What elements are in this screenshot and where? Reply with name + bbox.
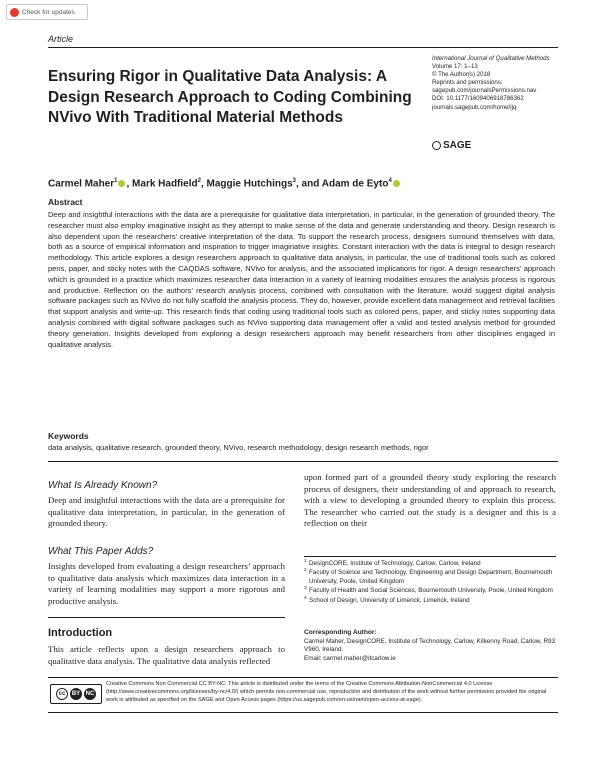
- orcid-icon[interactable]: [393, 180, 400, 187]
- introduction-text: This article reflects upon a design researchers approach to qualitative data analysis. The qualitative data analysis reflected: [48, 644, 285, 666]
- check-for-updates-badge[interactable]: [6, 4, 88, 20]
- journal-reprints: Reprints and permissions:: [432, 79, 503, 87]
- cc-icon: cc: [56, 688, 68, 700]
- article-type-label: Article: [48, 34, 74, 44]
- corresponding-author-address: Carmel Maher, DesignCORE, Institute of Technology, Carlow, Kilkenny Road, Carlow, R93 V960, Ireland.: [304, 638, 556, 654]
- box-divider: [48, 617, 285, 618]
- journal-doi[interactable]: DOI: 10.1177/1609406918786362: [432, 95, 524, 103]
- affiliation-number: 2: [304, 568, 307, 574]
- paper-adds-heading: What This Paper Adds?: [48, 546, 154, 557]
- author-name: Mark Hadfield: [132, 178, 198, 190]
- sage-logo-text: SAGE: [443, 140, 472, 151]
- affiliation-text: Faculty of Science and Technology, Engineering and Design Department, Bournemouth University, Poole, United Kingdom: [309, 569, 553, 585]
- affiliation-text: Faculty of Health and Social Sciences, Bournemouth University, Poole, United Kingdom: [309, 587, 553, 595]
- affiliation-number: 1: [304, 559, 307, 564]
- already-known-text: Deep and insightful interactions with the data are a prerequisite for qualitative data interpretation, in particular, in the generation of grounded theory.: [48, 495, 285, 529]
- abstract-heading: Abstract: [48, 197, 83, 207]
- affiliation-text: DesignCORE, Institute of Technology, Carlow, Carlow, Ireland: [309, 560, 481, 567]
- affiliation-item: [304, 597, 556, 605]
- paper-title: Ensuring Rigor in Qualitative Data Analysis: A Design Research Approach to Coding Combining NVivo With Traditional Material Methods: [48, 68, 412, 126]
- journal-permissions-link[interactable]: sagepub.com/journalsPermissions.nav: [432, 87, 537, 95]
- section-divider: [48, 461, 558, 462]
- affiliations-divider: [304, 556, 556, 557]
- author-affiliation-number: 3: [292, 178, 296, 184]
- cc-nc-icon: NC: [84, 688, 96, 700]
- author-affiliation-number: 4: [388, 178, 392, 184]
- affiliation-number: 4: [304, 595, 307, 601]
- affiliation-item: [304, 587, 556, 595]
- author-affiliation-number: 1: [114, 178, 118, 184]
- corresponding-author-heading: Corresponding Author:: [304, 629, 377, 636]
- already-known-heading: What Is Already Known?: [48, 480, 158, 491]
- journal-name: International Journal of Qualitative Methods: [432, 55, 550, 62]
- journal-copyright: © The Author(s) 2018: [432, 71, 491, 79]
- cc-by-icon: BY: [70, 688, 82, 700]
- sage-logo: [432, 140, 471, 151]
- author-name: Adam de Eyto: [321, 178, 389, 190]
- abstract-text: Deep and insightful interactions with the data are a prerequisite for qualitative data interpretation, in particular, in the generation of grounded theory. The researcher must also employ imaginative insight as they attempt to make sense of the data and generate understanding and theory. Design research is also dependent upon the researchers’ creative interpretation of the data. To support the research process, designers surround themselves with data, both as a source of empirical information and inspiration to trigger imaginative insights. Constant interaction with the data is integral to design research methodology. This article explores a design researchers approach to qualitative data analysis, in particular, the use of traditional tools such as colored pens, paper, and sticky notes with the CAQDAS software, NVivo for analysis, and the associated implications for rigor. A design researchers’ approach which is grounded in a practice which maximizes researcher data interaction in a variety of learning modalities ensures the analysis process is rigorous and productive. Reflection on the authors’ research analysis process, combined with consultation with the literature, would suggest digital analysis software packages such as NVivo do not fully scaffold the analysis process. They do, however, provide excellent data management and retrieval facilities that support analysis and write-up. This research finds that coding using traditional tools such as colored pens, paper, and sticky notes supporting data analysis combined with digital software packages such as NVivo supporting data management offer a valid and tested analysis method for grounded theory generation. Insights developed from exploring a design researchers approach may benefit researchers from other disciplines engaged in qualitative analysis.: [48, 210, 555, 349]
- affiliations: [304, 560, 556, 606]
- check-for-updates-label: Check for updates: [22, 8, 75, 16]
- journal-info: [432, 55, 572, 112]
- paper-adds-text: Insights developed from evaluating a design researchers’ approach to qualitative data analysis which maximizes data interaction in a variety of learning modalities may support a more rigorous and productive analysis.: [48, 561, 285, 606]
- author-name: Carmel Maher: [48, 178, 115, 190]
- orcid-icon[interactable]: [118, 180, 125, 187]
- sage-circle-icon: [432, 141, 441, 150]
- journal-home-link[interactable]: journals.sagepub.com/home/ijq: [432, 103, 517, 111]
- affiliation-item: [304, 560, 556, 568]
- top-divider: [48, 47, 558, 48]
- corresponding-author-email[interactable]: Email: carmel.maher@itcarlow.ie: [304, 654, 396, 662]
- corresponding-author-details: [304, 638, 556, 663]
- check-updates-icon: [10, 8, 19, 17]
- author-name: Maggie Hutchings: [206, 178, 293, 190]
- author-list: Carmel Maher$^1$ , Mark Hadfield$^2$, Maggie Hutchings$^3$, and Adam de Eyto$^4$: [48, 178, 401, 189]
- introduction-heading: Introduction: [48, 627, 113, 639]
- keywords-heading: Keywords: [48, 431, 89, 441]
- affiliation-item: [304, 569, 556, 586]
- license-text: Creative Commons Non Commercial CC BY-NC: This article is distributed under the terms of the Creative Commons Attribution-NonCommercial 4.0 License (http://www.creativecommons.org/licenses/by-nc/4.0/) which permits non-commercial use, reproduction and distribution of the work without further permission provided the original work is attributed as specified on the SAGE and Open Access pages (https://us.sagepub.com/en-us/nam/open-access-at-sage).: [106, 681, 547, 703]
- journal-volume: Volume 17: 1–13: [432, 63, 478, 71]
- creative-commons-logo[interactable]: [50, 684, 102, 704]
- right-column-text: upon formed part of a grounded theory study exploring the research process of designers, their understanding of and approach to research, with a view to developing a grounded theory to explain this process. The researcher who carried out the study is a designer and this is a reflection on their: [304, 472, 556, 529]
- author-affiliation-number: 2: [197, 178, 201, 184]
- affiliation-text: School of Design, University of Limerick, Limerick, Ireland: [309, 596, 470, 604]
- affiliation-number: 3: [304, 586, 307, 592]
- keywords-text: data analysis, qualitative research, grounded theory, NVivo, research methodology, design research methods, rigor: [48, 443, 429, 452]
